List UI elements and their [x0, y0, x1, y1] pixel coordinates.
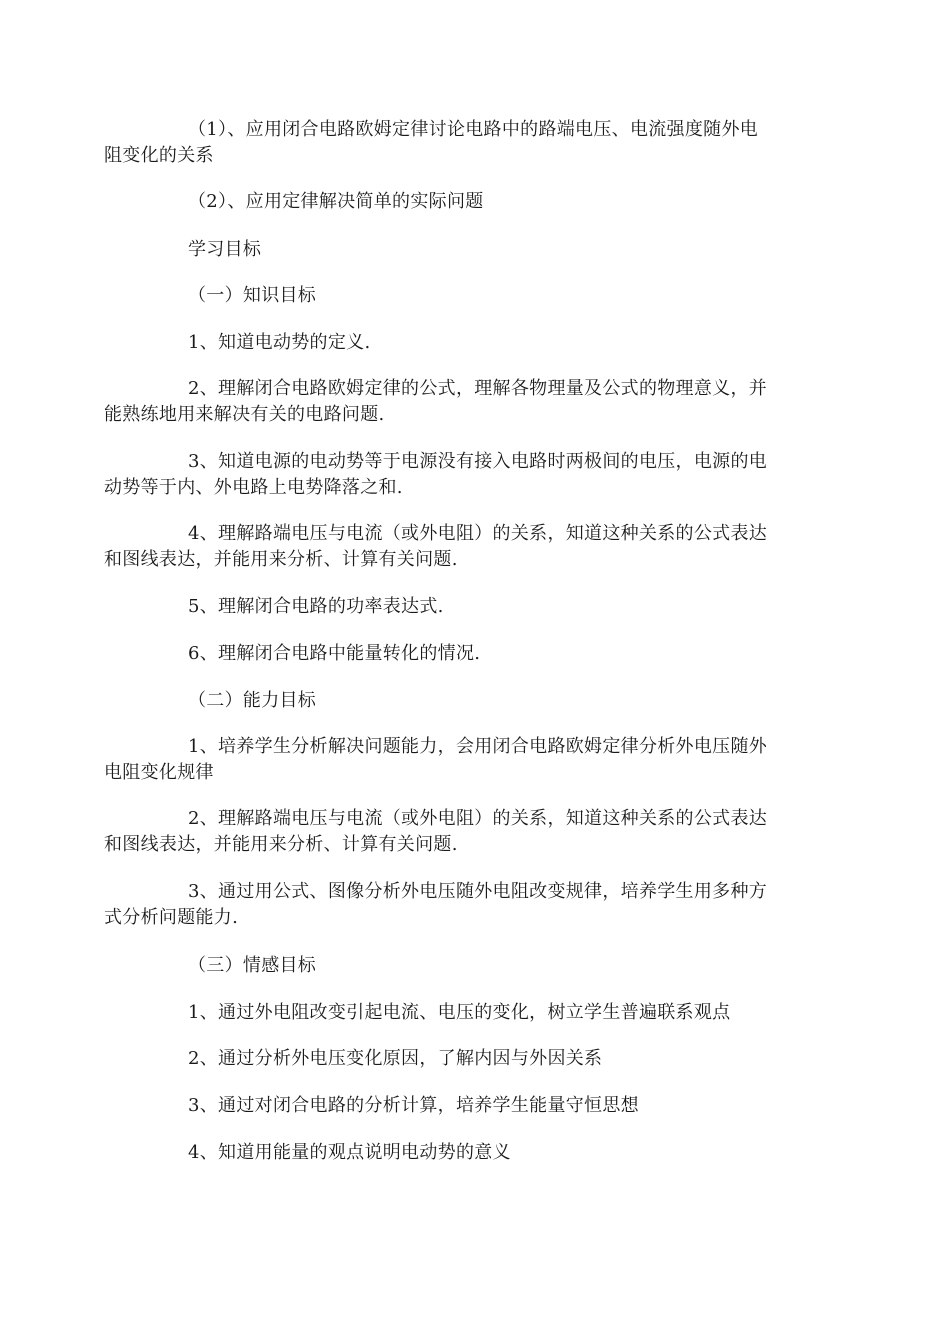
- list-item-ability-2: [104, 806, 828, 858]
- text-line: 电阻变化规律: [104, 762, 214, 783]
- list-item-knowledge-1: [188, 330, 828, 356]
- list-item-ability-1: [104, 734, 828, 786]
- text-line: （一）知识目标: [188, 285, 317, 306]
- list-item-emotion-3: [188, 1093, 828, 1119]
- text-line: 5、理解闭合电路的功率表达式.: [188, 596, 444, 617]
- heading-knowledge-goals: [188, 283, 828, 309]
- text-line: 1、培养学生分析解决问题能力，会用闭合电路欧姆定律分析外电压随外: [188, 736, 768, 757]
- list-item-emotion-4: [188, 1140, 828, 1166]
- list-item-knowledge-2: [104, 376, 828, 428]
- text-line: （二）能力目标: [188, 690, 317, 711]
- text-line: 2、理解路端电压与电流（或外电阻）的关系，知道这种关系的公式表达: [188, 808, 768, 829]
- list-item-knowledge-3: [104, 449, 828, 501]
- text-line: 2、理解闭合电路欧姆定律的公式，理解各物理量及公式的物理意义，并: [188, 378, 768, 399]
- paragraph-objective-1: [104, 117, 828, 169]
- text-line: （2）、应用定律解决简单的实际问题: [188, 191, 484, 212]
- text-line: 学习目标: [188, 239, 262, 260]
- text-line: 和图线表达，并能用来分析、计算有关问题.: [104, 549, 458, 570]
- text-line: （1）、应用闭合电路欧姆定律讨论电路中的路端电压、电流强度随外电: [188, 119, 759, 140]
- text-line: 1、知道电动势的定义.: [188, 332, 371, 353]
- heading-emotion-goals: [188, 953, 828, 979]
- list-item-emotion-2: [188, 1046, 828, 1072]
- text-line: 3、通过对闭合电路的分析计算，培养学生能量守恒思想: [188, 1095, 639, 1116]
- text-line: 3、知道电源的电动势等于电源没有接入电路时两极间的电压，电源的电: [188, 451, 768, 472]
- text-line: 1、通过外电阻改变引起电流、电压的变化，树立学生普遍联系观点: [188, 1002, 731, 1023]
- paragraph-objective-2: [188, 189, 828, 215]
- text-line: 式分析问题能力.: [104, 907, 239, 928]
- text-line: 4、知道用能量的观点说明电动势的意义: [188, 1142, 511, 1163]
- list-item-emotion-1: [188, 1000, 828, 1026]
- text-line: 3、通过用公式、图像分析外电压随外电阻改变规律，培养学生用多种方: [188, 881, 768, 902]
- text-line: 4、理解路端电压与电流（或外电阻）的关系，知道这种关系的公式表达: [188, 523, 768, 544]
- heading-learning-goals: [188, 237, 828, 263]
- text-line: 阻变化的关系: [104, 145, 214, 166]
- list-item-knowledge-6: [188, 641, 828, 667]
- text-line: 2、通过分析外电压变化原因，了解内因与外因关系: [188, 1048, 603, 1069]
- text-line: 能熟练地用来解决有关的电路问题.: [104, 404, 385, 425]
- text-line: 6、理解闭合电路中能量转化的情况.: [188, 643, 481, 664]
- text-line: 和图线表达，并能用来分析、计算有关问题.: [104, 834, 458, 855]
- list-item-ability-3: [104, 879, 828, 931]
- list-item-knowledge-4: [104, 521, 828, 573]
- text-line: （三）情感目标: [188, 955, 317, 976]
- text-line: 动势等于内、外电路上电势降落之和.: [104, 477, 403, 498]
- heading-ability-goals: [188, 688, 828, 714]
- list-item-knowledge-5: [188, 594, 828, 620]
